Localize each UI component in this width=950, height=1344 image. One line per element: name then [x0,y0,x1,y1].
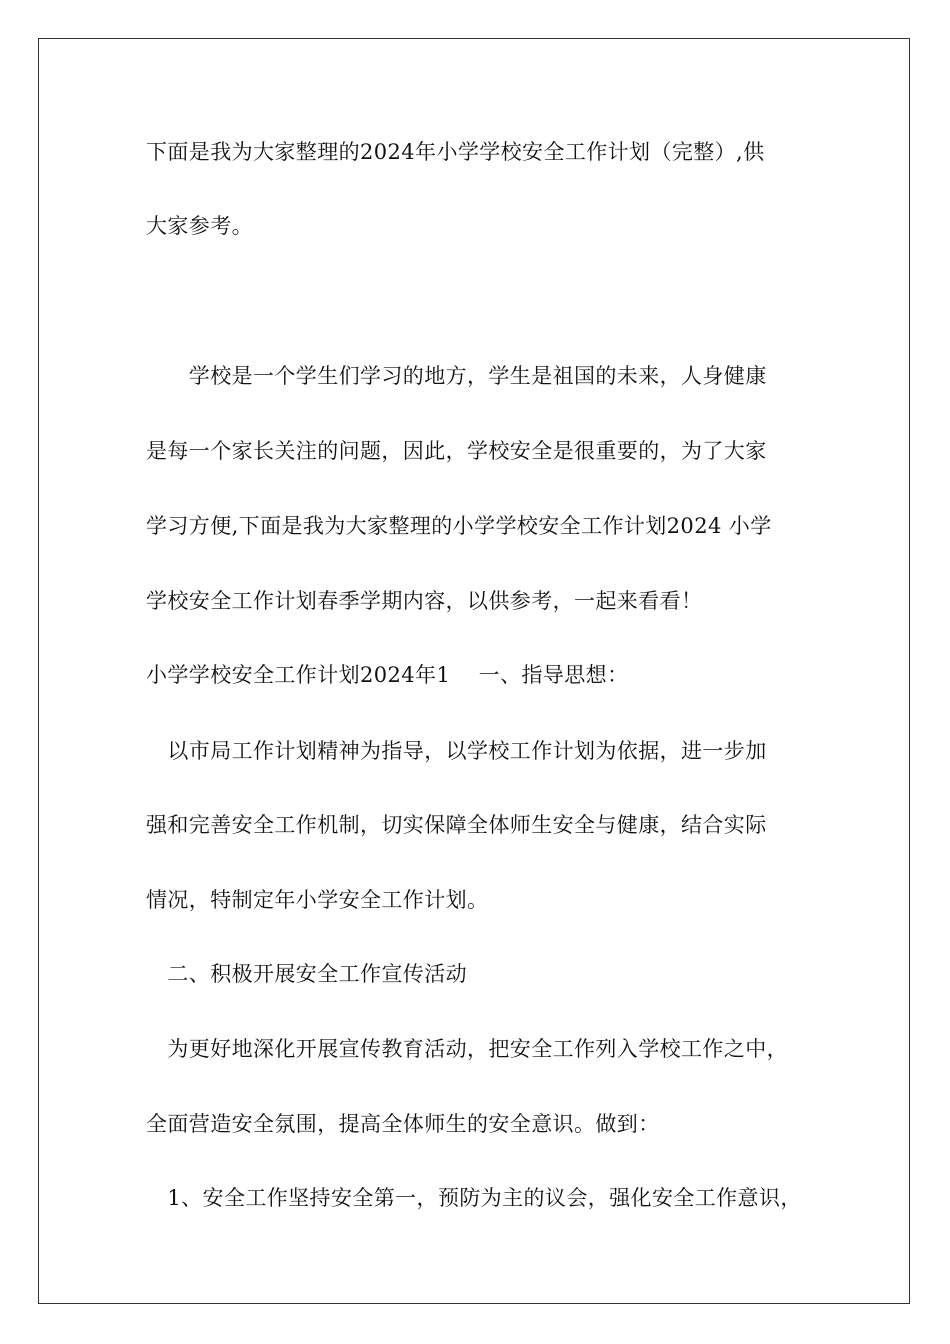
text-line-12: 为更好地深化开展宣传教育活动，把安全工作列入学校工作之中， [146,1037,788,1061]
text-line-4: 是每一个家长关注的问题，因此，学校安全是很重要的，为了大家 [146,439,767,463]
text-line-5: 学习方便,下面是我为大家整理的小学学校安全工作计划2024 小学 [146,514,772,538]
text-line-7: 小学学校安全工作计划2024年1 一、指导思想： [146,663,629,687]
text-line-8: 以市局工作计划精神为指导，以学校工作计划为依据，进一步加 [146,739,767,763]
text-line-14: 1、安全工作坚持安全第一，预防为主的议会，强化安全工作意识， [146,1186,802,1210]
text-line-11: 二、积极开展安全工作宣传活动 [146,962,467,986]
text-line-3: 学校是一个学生们学习的地方，学生是祖国的未来，人身健康 [146,364,767,388]
text-line-6: 学校安全工作计划春季学期内容，以供参考，一起来看看！ [146,589,703,613]
text-line-9: 强和完善安全工作机制，切实保障全体师生安全与健康，结合实际 [146,813,767,837]
text-line-13: 全面营造安全氛围，提高全体师生的安全意识。做到： [146,1112,660,1136]
text-line-2: 大家参考。 [146,214,253,238]
text-line-10: 情况，特制定年小学安全工作计划。 [146,888,489,912]
text-line-1: 下面是我为大家整理的2024年小学学校安全工作计划（完整）,供 [146,140,765,164]
